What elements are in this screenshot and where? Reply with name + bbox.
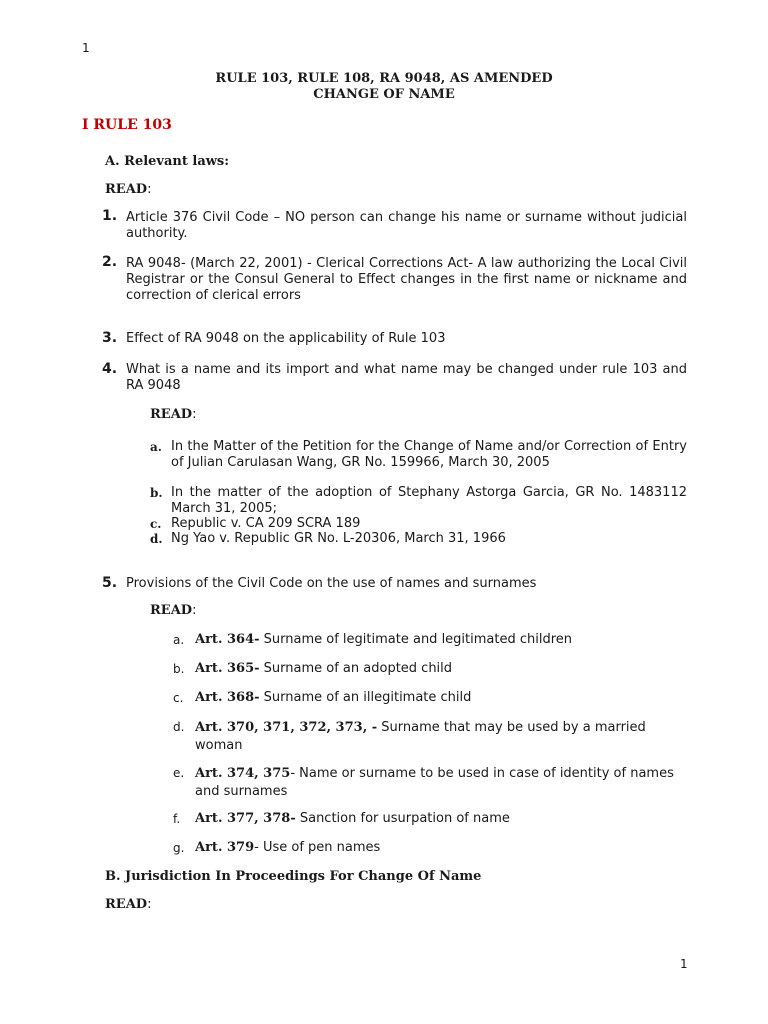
article-item: Art. 365- Surname of an adopted child: [195, 661, 453, 676]
article-letter: a.: [173, 633, 185, 647]
case-citation: Republic v. CA 209 SCRA 189: [171, 516, 361, 531]
read-label: READ:: [105, 897, 152, 912]
case-letter: c.: [150, 517, 162, 531]
article-item: Art. 379- Use of pen names: [195, 840, 381, 855]
article-item: Art. 370, 371, 372, 373, - Surname that may be used by a married woman: [195, 720, 646, 753]
document-title-line2: CHANGE OF NAME: [313, 87, 455, 102]
section-heading-rule-103: I RULE 103: [82, 117, 172, 133]
case-letter: b.: [150, 486, 163, 500]
read-label: READ:: [105, 182, 152, 197]
article-letter: g.: [173, 841, 185, 855]
article-item: Art. 364- Surname of legitimate and legitimated children: [195, 632, 573, 647]
item-text: Effect of RA 9048 on the applicability of Rule 103: [126, 331, 446, 346]
document-title-line1: RULE 103, RULE 108, RA 9048, AS AMENDED: [215, 71, 553, 86]
article-letter: d.: [173, 720, 185, 734]
article-item: Art. 368- Surname of an illegitimate child: [195, 690, 472, 705]
article-letter: b.: [173, 662, 185, 676]
item-number: 5.: [102, 575, 118, 591]
item-number: 4.: [102, 361, 118, 377]
article-item: Art. 377, 378- Sanction for usurpation of name: [195, 811, 510, 826]
case-citation: In the Matter of the Petition for the Change of Name and/or Correction of Entry of Julian Carulasan Wang, GR No. 159966, March 30, 2005: [171, 439, 687, 470]
case-letter: d.: [150, 532, 163, 546]
item-text: RA 9048- (March 22, 2001) - Clerical Corrections Act- A law authorizing the Local Civil Registrar or the Consul General to Effect changes in the first name or nickname and correction of clerical errors: [126, 256, 687, 303]
article-letter: e.: [173, 766, 185, 780]
page-number-top: 1: [82, 41, 90, 55]
item-text: Article 376 Civil Code – NO person can change his name or surname without judicial authority.: [126, 210, 687, 241]
item-text: Provisions of the Civil Code on the use of names and surnames: [126, 576, 537, 591]
subsection-heading-jurisdiction: B. Jurisdiction In Proceedings For Change Of Name: [105, 869, 482, 884]
article-letter: f.: [173, 812, 181, 826]
subsection-heading-relevant-laws: A. Relevant laws:: [105, 154, 230, 169]
page-number-bottom: 1: [680, 957, 688, 971]
article-item: Art. 374, 375- Name or surname to be used in case of identity of names and surnames: [195, 766, 674, 799]
item-text: What is a name and its import and what name may be changed under rule 103 and RA 9048: [126, 362, 687, 393]
case-letter: a.: [150, 440, 162, 454]
item-number: 1.: [102, 208, 118, 224]
case-citation: Ng Yao v. Republic GR No. L-20306, March 31, 1966: [171, 531, 506, 546]
item-number: 2.: [102, 254, 118, 270]
read-label: READ:: [150, 603, 197, 618]
case-citation: In the matter of the adoption of Stephany Astorga Garcia, GR No. 1483112 March 31, 2005;: [171, 485, 687, 516]
item-number: 3.: [102, 330, 118, 346]
article-letter: c.: [173, 691, 184, 705]
read-label: READ:: [150, 407, 197, 422]
